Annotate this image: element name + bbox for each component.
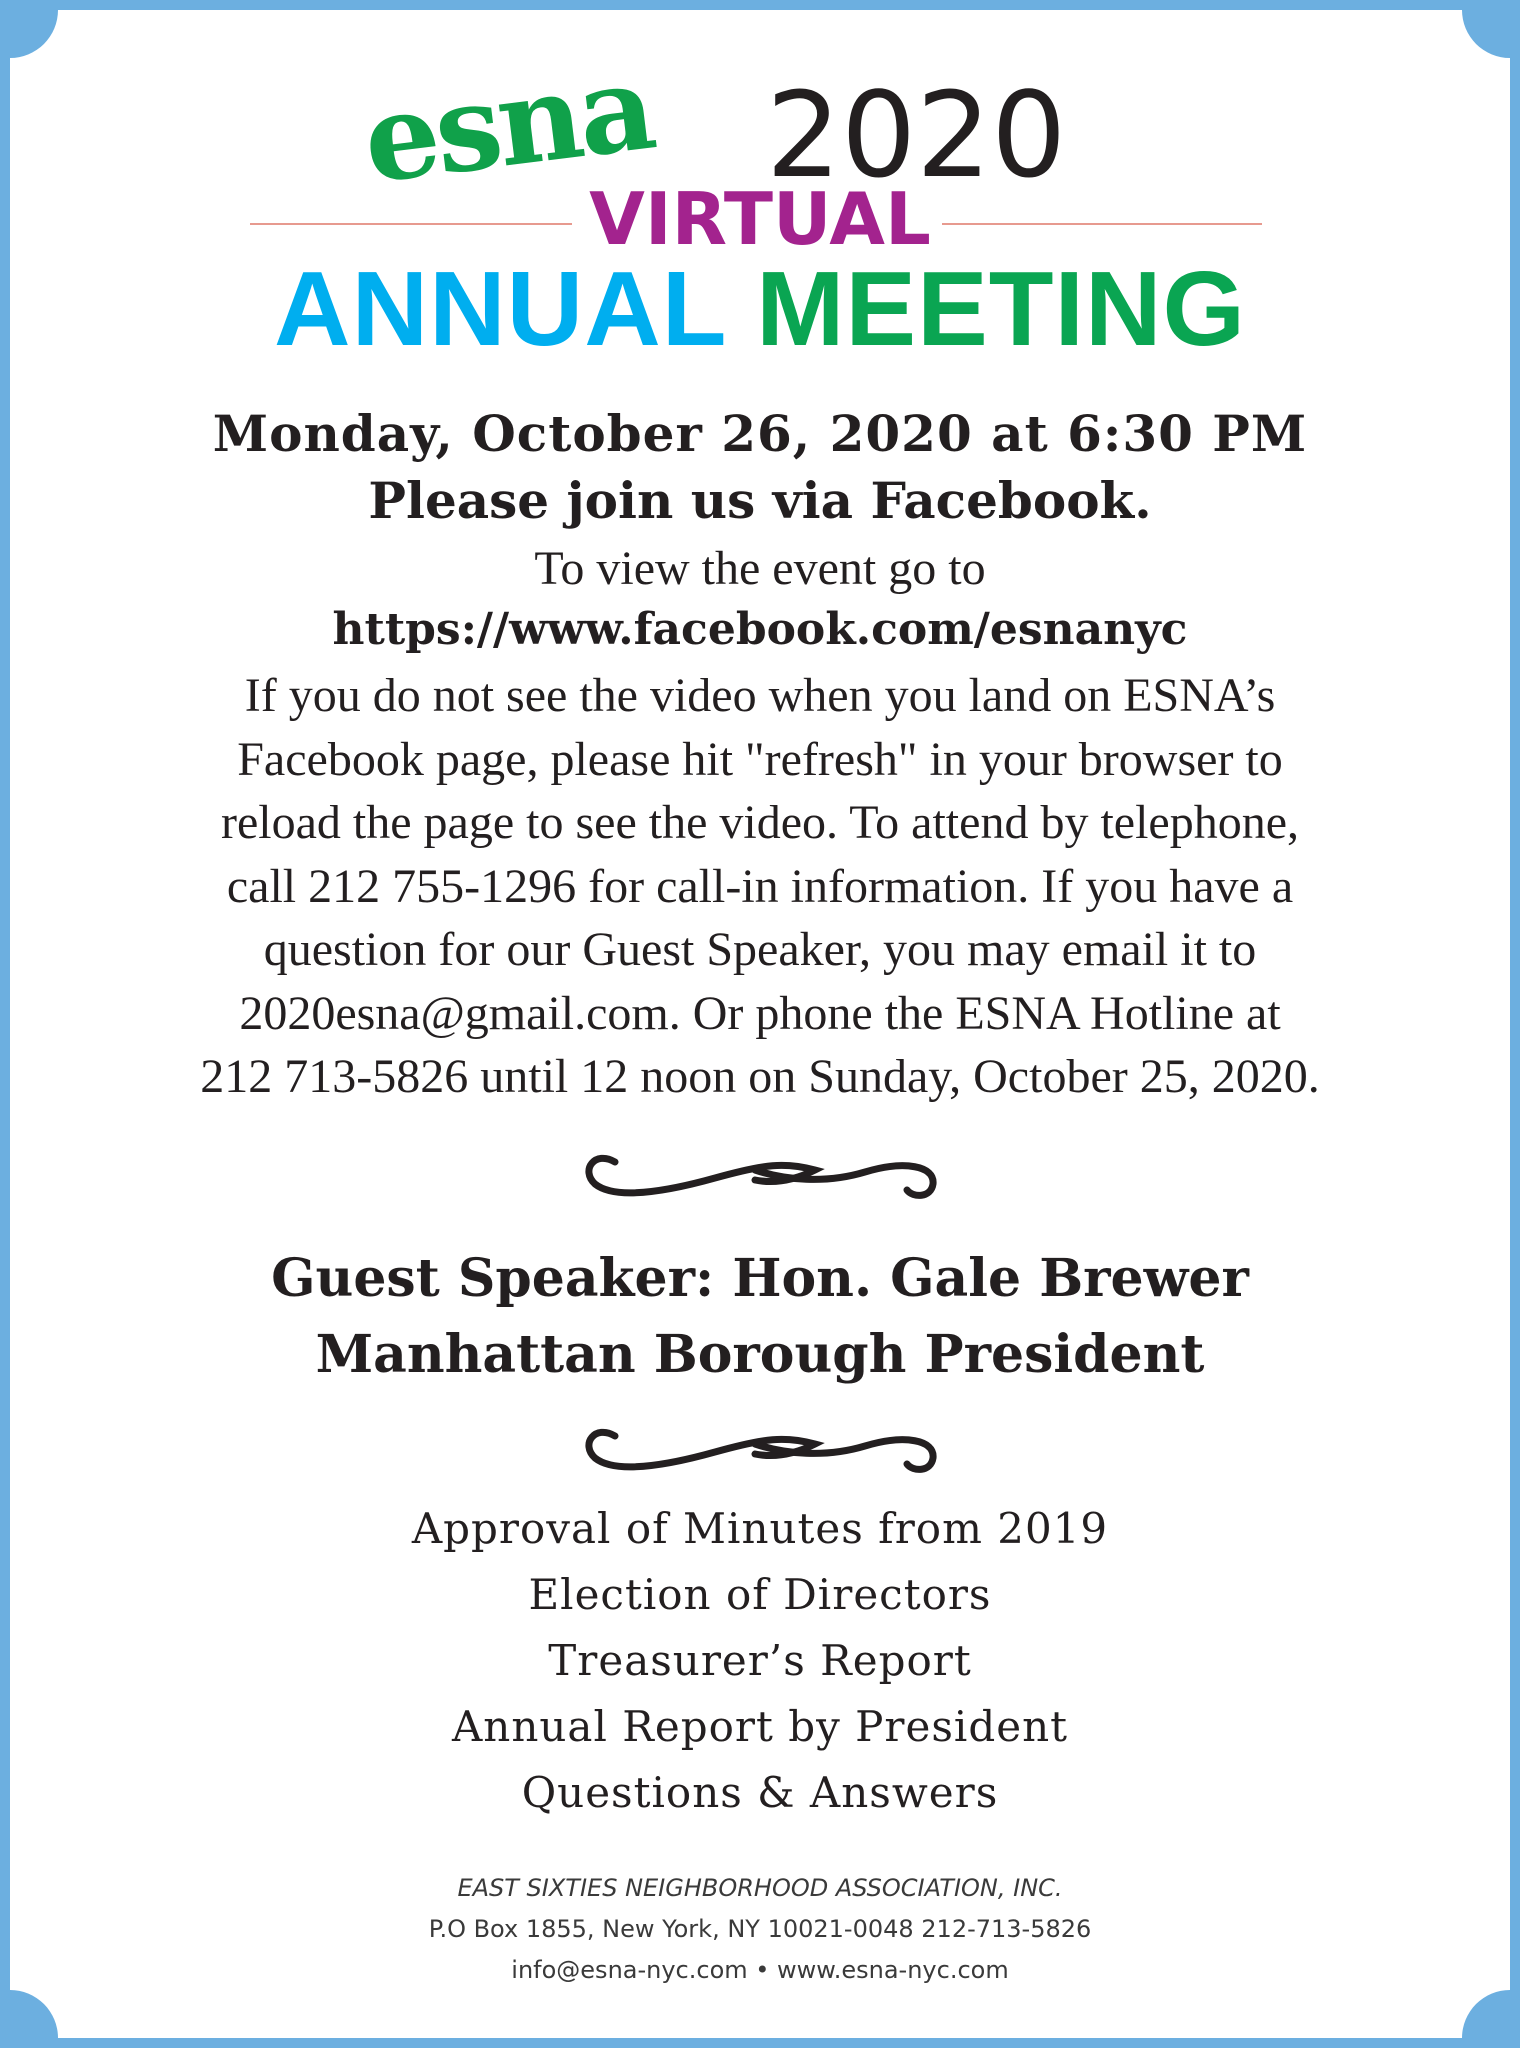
contact-links[interactable]: info@esna-nyc.com • www.esna-nyc.com bbox=[511, 1956, 1009, 1984]
year-heading: 2020 bbox=[766, 66, 1067, 204]
instructions-line: reload the page to see the video. To attend by telephone, bbox=[220, 796, 1300, 849]
meeting-word: MEETING bbox=[756, 250, 1246, 368]
agenda-list bbox=[0, 1496, 1520, 1826]
agenda-item: Election of Directors bbox=[528, 1570, 992, 1619]
virtual-heading: VIRTUAL bbox=[589, 177, 931, 261]
postal-address: P.O Box 1855, New York, NY 10021-0048 212-713-5826 bbox=[428, 1915, 1092, 1943]
instructions-line: Facebook page, please hit "refresh" in your browser to bbox=[237, 732, 1283, 786]
guest-speaker-line: Guest Speaker: Hon. Gale Brewer bbox=[271, 1248, 1249, 1309]
instructions-line: 212 713-5826 until 12 noon on Sunday, October 25, 2020. bbox=[200, 1050, 1320, 1103]
agenda-item: Questions & Answers bbox=[521, 1768, 999, 1817]
flourish-divider-icon bbox=[575, 1414, 945, 1480]
facebook-url-link[interactable]: https://www.facebook.com/esnanyc bbox=[332, 604, 1188, 655]
agenda-item: Annual Report by President bbox=[451, 1702, 1069, 1751]
speaker-title-line: Manhattan Borough President bbox=[315, 1324, 1205, 1385]
agenda-item: Approval of Minutes from 2019 bbox=[411, 1504, 1109, 1553]
view-event-line: To view the event go to bbox=[534, 542, 986, 595]
flourish-divider-icon bbox=[575, 1140, 945, 1206]
footer bbox=[0, 1868, 1520, 1991]
join-facebook-line: Please join us via Facebook. bbox=[368, 471, 1152, 530]
agenda-item: Treasurer’s Report bbox=[548, 1636, 972, 1685]
instructions-line: If you do not see the video when you land on ESNA’s bbox=[244, 669, 1276, 722]
instructions-line: question for our Guest Speaker, you may email it to bbox=[263, 923, 1257, 976]
annual-word: ANNUAL bbox=[274, 250, 726, 368]
event-date-time: Monday, October 26, 2020 at 6:30 PM bbox=[212, 404, 1308, 463]
esna-logo: esna bbox=[356, 36, 659, 210]
instructions-line: call 212 755-1296 for call-in information. If you have a bbox=[226, 859, 1294, 913]
annual-meeting-heading bbox=[0, 250, 1520, 368]
instructions-paragraph bbox=[120, 664, 1400, 1109]
organization-name: EAST SIXTIES NEIGHBORHOOD ASSOCIATION, INC. bbox=[457, 1874, 1063, 1902]
instructions-line: 2020esna@gmail.com. Or phone the ESNA Hotline at bbox=[239, 986, 1281, 1040]
